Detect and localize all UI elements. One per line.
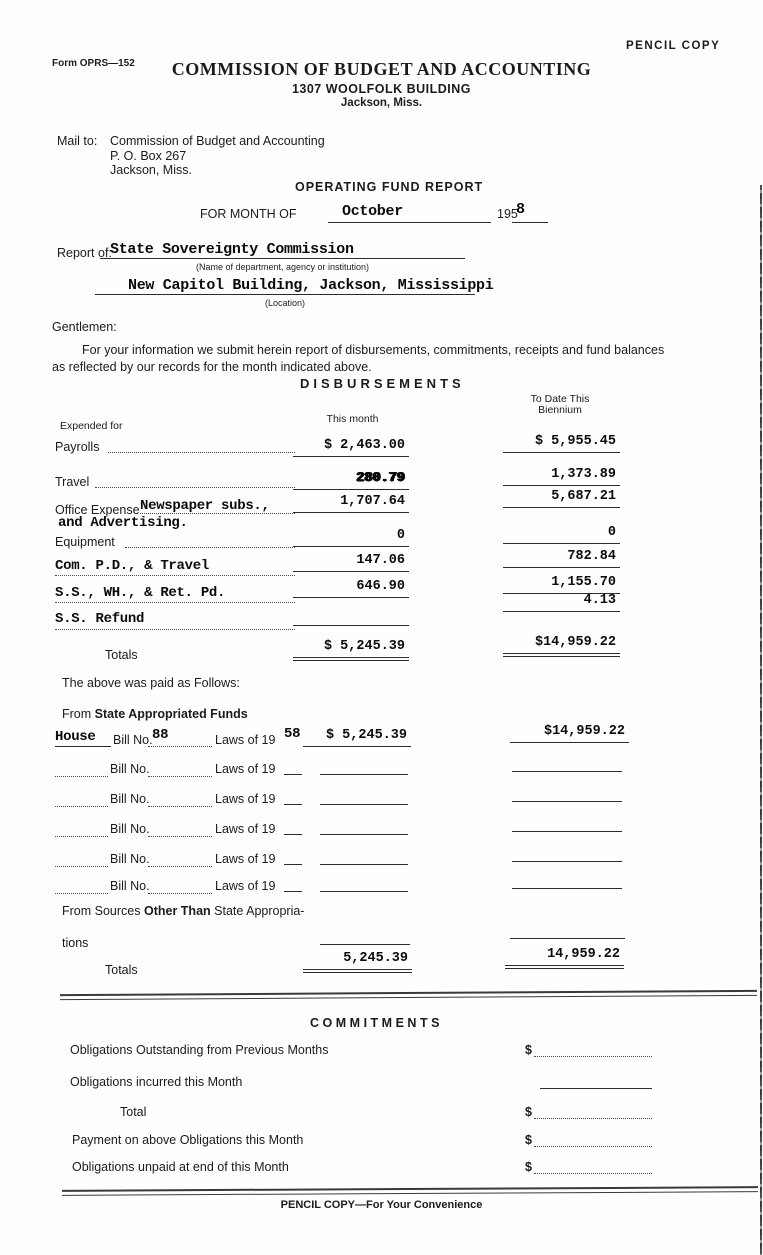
- bill-row5-month-line: [320, 891, 408, 892]
- commitment-row5-dollar: $: [525, 1160, 532, 1174]
- from-state-line: [62, 707, 248, 721]
- bill-row2-year-line: [284, 804, 302, 805]
- for-month-label: FOR MONTH OF: [200, 207, 297, 221]
- ss-refund-month: [293, 606, 409, 626]
- bill-row1-year-line: [284, 774, 302, 775]
- bill-row1-billno-label: Bill No.: [110, 762, 150, 776]
- bill-row3-billno-line: [148, 836, 212, 837]
- commitment-row1-line: [534, 1056, 652, 1057]
- ss-wh-ret-month: 646.90: [293, 578, 409, 598]
- row-label-ss-refund: S.S. Refund: [55, 611, 145, 627]
- house-laws-year: 58: [284, 726, 301, 742]
- org-address-line1: 1307 WOOLFOLK BUILDING: [291, 82, 472, 96]
- payrolls-month: $ 2,463.00: [293, 437, 409, 457]
- leader-payrolls: [108, 452, 295, 453]
- org-address-line2: Jackson, Miss.: [340, 97, 423, 109]
- form-number: Form OPRS—152: [52, 58, 135, 69]
- commitment-row1-dollar: $: [525, 1043, 532, 1057]
- leader-com-pd-travel: [55, 575, 295, 576]
- house-month-amount: $ 5,245.39: [303, 727, 411, 747]
- footer-note: PENCIL COPY—For Your Convenience: [280, 1199, 483, 1211]
- bill-row1-billno-line: [148, 776, 212, 777]
- row-label-payrolls: Payrolls: [55, 440, 100, 454]
- mail-to-city: Jackson, Miss.: [110, 163, 192, 177]
- bill-row1-laws-label: Laws of 19: [215, 762, 276, 776]
- disbursements-totals-month: $ 5,245.39: [293, 638, 409, 661]
- month-value: October: [342, 203, 403, 220]
- commitment-row2-label: Obligations incurred this Month: [70, 1075, 243, 1089]
- leader-ss-wh-ret: [55, 602, 295, 603]
- bill-row1-month-line: [320, 774, 408, 775]
- year-blank-line: [512, 222, 548, 223]
- bill-row3-month-line: [320, 834, 408, 835]
- row-label-com-pd-travel: Com. P.D., & Travel: [55, 558, 209, 574]
- department-caption: (Name of department, agency or institution): [195, 262, 370, 272]
- col-this-month: This month: [326, 413, 379, 425]
- house-source: House: [55, 729, 96, 745]
- paid-totals-biennium: 14,959.22: [505, 946, 624, 969]
- bill-row5-biennium-line: [512, 888, 622, 889]
- mail-to-name: Commission of Budget and Accounting: [110, 134, 325, 148]
- com-pd-travel-biennium: 782.84: [503, 548, 620, 568]
- payrolls-biennium: $ 5,955.45: [503, 433, 620, 453]
- commitment-row3-line: [534, 1118, 652, 1119]
- row-label-travel: Travel: [55, 475, 90, 489]
- from-state-prefix: From: [62, 707, 92, 721]
- bill-row5-year-line: [284, 891, 302, 892]
- office-expense-typed-note1: Newspaper subs.,: [140, 498, 270, 514]
- equipment-month: 0: [293, 527, 409, 547]
- commitment-row1-label: Obligations Outstanding from Previous Months: [70, 1043, 329, 1057]
- section-divider-rule-top: [60, 990, 757, 1000]
- commitment-row5-label: Obligations unpaid at end of this Month: [72, 1160, 289, 1174]
- bill-row3-laws-label: Laws of 19: [215, 822, 276, 836]
- col-biennium-line1: To Date This: [530, 393, 590, 405]
- office-expense-biennium: 5,687.21: [503, 488, 620, 508]
- report-of-label: Report of:: [57, 246, 112, 260]
- other-sources-prefix: From Sources: [62, 904, 141, 918]
- bill-row4-laws-label: Laws of 19: [215, 852, 276, 866]
- leader-equipment: [125, 547, 295, 548]
- house-source-line: [55, 746, 111, 747]
- house-bill-no-label: Bill No.: [113, 733, 153, 747]
- commitment-row5-line: [534, 1173, 652, 1174]
- scan-edge-artifact: [760, 185, 762, 1255]
- com-pd-travel-month: 147.06: [293, 552, 409, 572]
- house-bill-no-value: 88: [152, 727, 169, 743]
- other-sources-line1: [62, 904, 304, 918]
- bill-row5-laws-label: Laws of 19: [215, 879, 276, 893]
- travel-month: 280.79: [293, 470, 409, 490]
- location-caption: (Location): [264, 298, 306, 308]
- commitment-row3-label: Total: [120, 1105, 147, 1119]
- section-divider-rule-bottom: [62, 1186, 758, 1196]
- bill-row5-billno-line: [148, 893, 212, 894]
- commitments-heading: COMMITMENTS: [310, 1016, 443, 1030]
- location-value: New Capitol Building, Jackson, Mississippi: [128, 277, 494, 294]
- equipment-biennium: 0: [503, 524, 620, 544]
- ss-refund-biennium: 4.13: [503, 592, 620, 612]
- other-sources-line2: tions: [62, 936, 89, 950]
- year-prefix: 195: [497, 207, 518, 221]
- month-blank-line: [328, 222, 491, 223]
- year-value: 8: [516, 201, 525, 218]
- row-label-office-expense: Office Expense: [55, 503, 140, 517]
- col-biennium-line2: Biennium: [538, 404, 582, 416]
- org-name: COMMISSION OF BUDGET AND ACCOUNTING: [171, 59, 592, 79]
- other-sources-biennium-line: [510, 938, 625, 939]
- bill-row3-lead-line: [55, 836, 108, 837]
- paid-intro: The above was paid as Follows:: [62, 676, 240, 690]
- house-bill-no-line: [148, 746, 212, 747]
- disbursements-totals-biennium: $14,959.22: [503, 634, 620, 657]
- salutation: Gentlemen:: [52, 320, 117, 334]
- row-label-equipment: Equipment: [55, 535, 115, 549]
- commitment-row4-label: Payment on above Obligations this Month: [72, 1133, 304, 1147]
- col-expended-for: Expended for: [60, 420, 123, 432]
- leader-ss-refund: [55, 629, 295, 630]
- from-state-bold: State Appropriated Funds: [94, 707, 248, 721]
- leader-travel: [95, 487, 295, 488]
- mail-to-label: Mail to:: [57, 134, 98, 148]
- bill-row2-laws-label: Laws of 19: [215, 792, 276, 806]
- bill-row5-lead-line: [55, 893, 108, 894]
- disbursements-heading: DISBURSEMENTS: [300, 376, 465, 391]
- bill-row3-year-line: [284, 834, 302, 835]
- bill-row4-lead-line: [55, 866, 108, 867]
- bill-row1-biennium-line: [512, 771, 622, 772]
- body-line1: For your information we submit herein report of disbursements, commitments, receipts and fund balances: [82, 343, 665, 357]
- other-sources-suffix: State Appropria-: [214, 904, 305, 918]
- bill-row5-billno-label: Bill No.: [110, 879, 150, 893]
- bill-row3-biennium-line: [512, 831, 622, 832]
- office-expense-typed-note2: and Advertising.: [58, 515, 188, 531]
- ss-wh-ret-biennium: 1,155.70: [503, 574, 620, 594]
- paid-totals-label: Totals: [105, 963, 138, 977]
- bill-row3-billno-label: Bill No.: [110, 822, 150, 836]
- commitment-row3-dollar: $: [525, 1105, 532, 1119]
- commitment-row4-dollar: $: [525, 1133, 532, 1147]
- house-biennium-amount: $14,959.22: [510, 723, 629, 743]
- report-title: OPERATING FUND REPORT: [295, 180, 484, 194]
- bill-row4-year-line: [284, 864, 302, 865]
- location-line: [95, 294, 475, 295]
- bill-row4-billno-label: Bill No.: [110, 852, 150, 866]
- bill-row4-billno-line: [148, 866, 212, 867]
- travel-biennium: 1,373.89: [503, 466, 620, 486]
- bill-row2-billno-line: [148, 806, 212, 807]
- department-line: [100, 258, 465, 259]
- office-expense-month: 1,707.64: [293, 493, 409, 513]
- house-laws-label: Laws of 19: [215, 733, 276, 747]
- other-sources-month-line: [320, 944, 410, 945]
- disbursements-totals-label: Totals: [105, 648, 138, 662]
- commitment-row2-line: [540, 1088, 652, 1089]
- body-line2: as reflected by our records for the month indicated above.: [52, 360, 372, 374]
- other-sources-bold: Other Than: [143, 904, 211, 918]
- bill-row1-lead-line: [55, 776, 108, 777]
- row-label-ss-wh-ret: S.S., WH., & Ret. Pd.: [55, 585, 226, 601]
- paid-totals-month: 5,245.39: [303, 950, 412, 973]
- mail-to-box: P. O. Box 267: [110, 149, 187, 163]
- bill-row2-billno-label: Bill No.: [110, 792, 150, 806]
- bill-row2-biennium-line: [512, 801, 622, 802]
- department-value: State Sovereignty Commission: [110, 241, 354, 258]
- bill-row4-biennium-line: [512, 861, 622, 862]
- pencil-copy-stamp: PENCIL COPY: [626, 40, 721, 52]
- commitment-row4-line: [534, 1146, 652, 1147]
- bill-row4-month-line: [320, 864, 408, 865]
- bill-row2-lead-line: [55, 806, 108, 807]
- bill-row2-month-line: [320, 804, 408, 805]
